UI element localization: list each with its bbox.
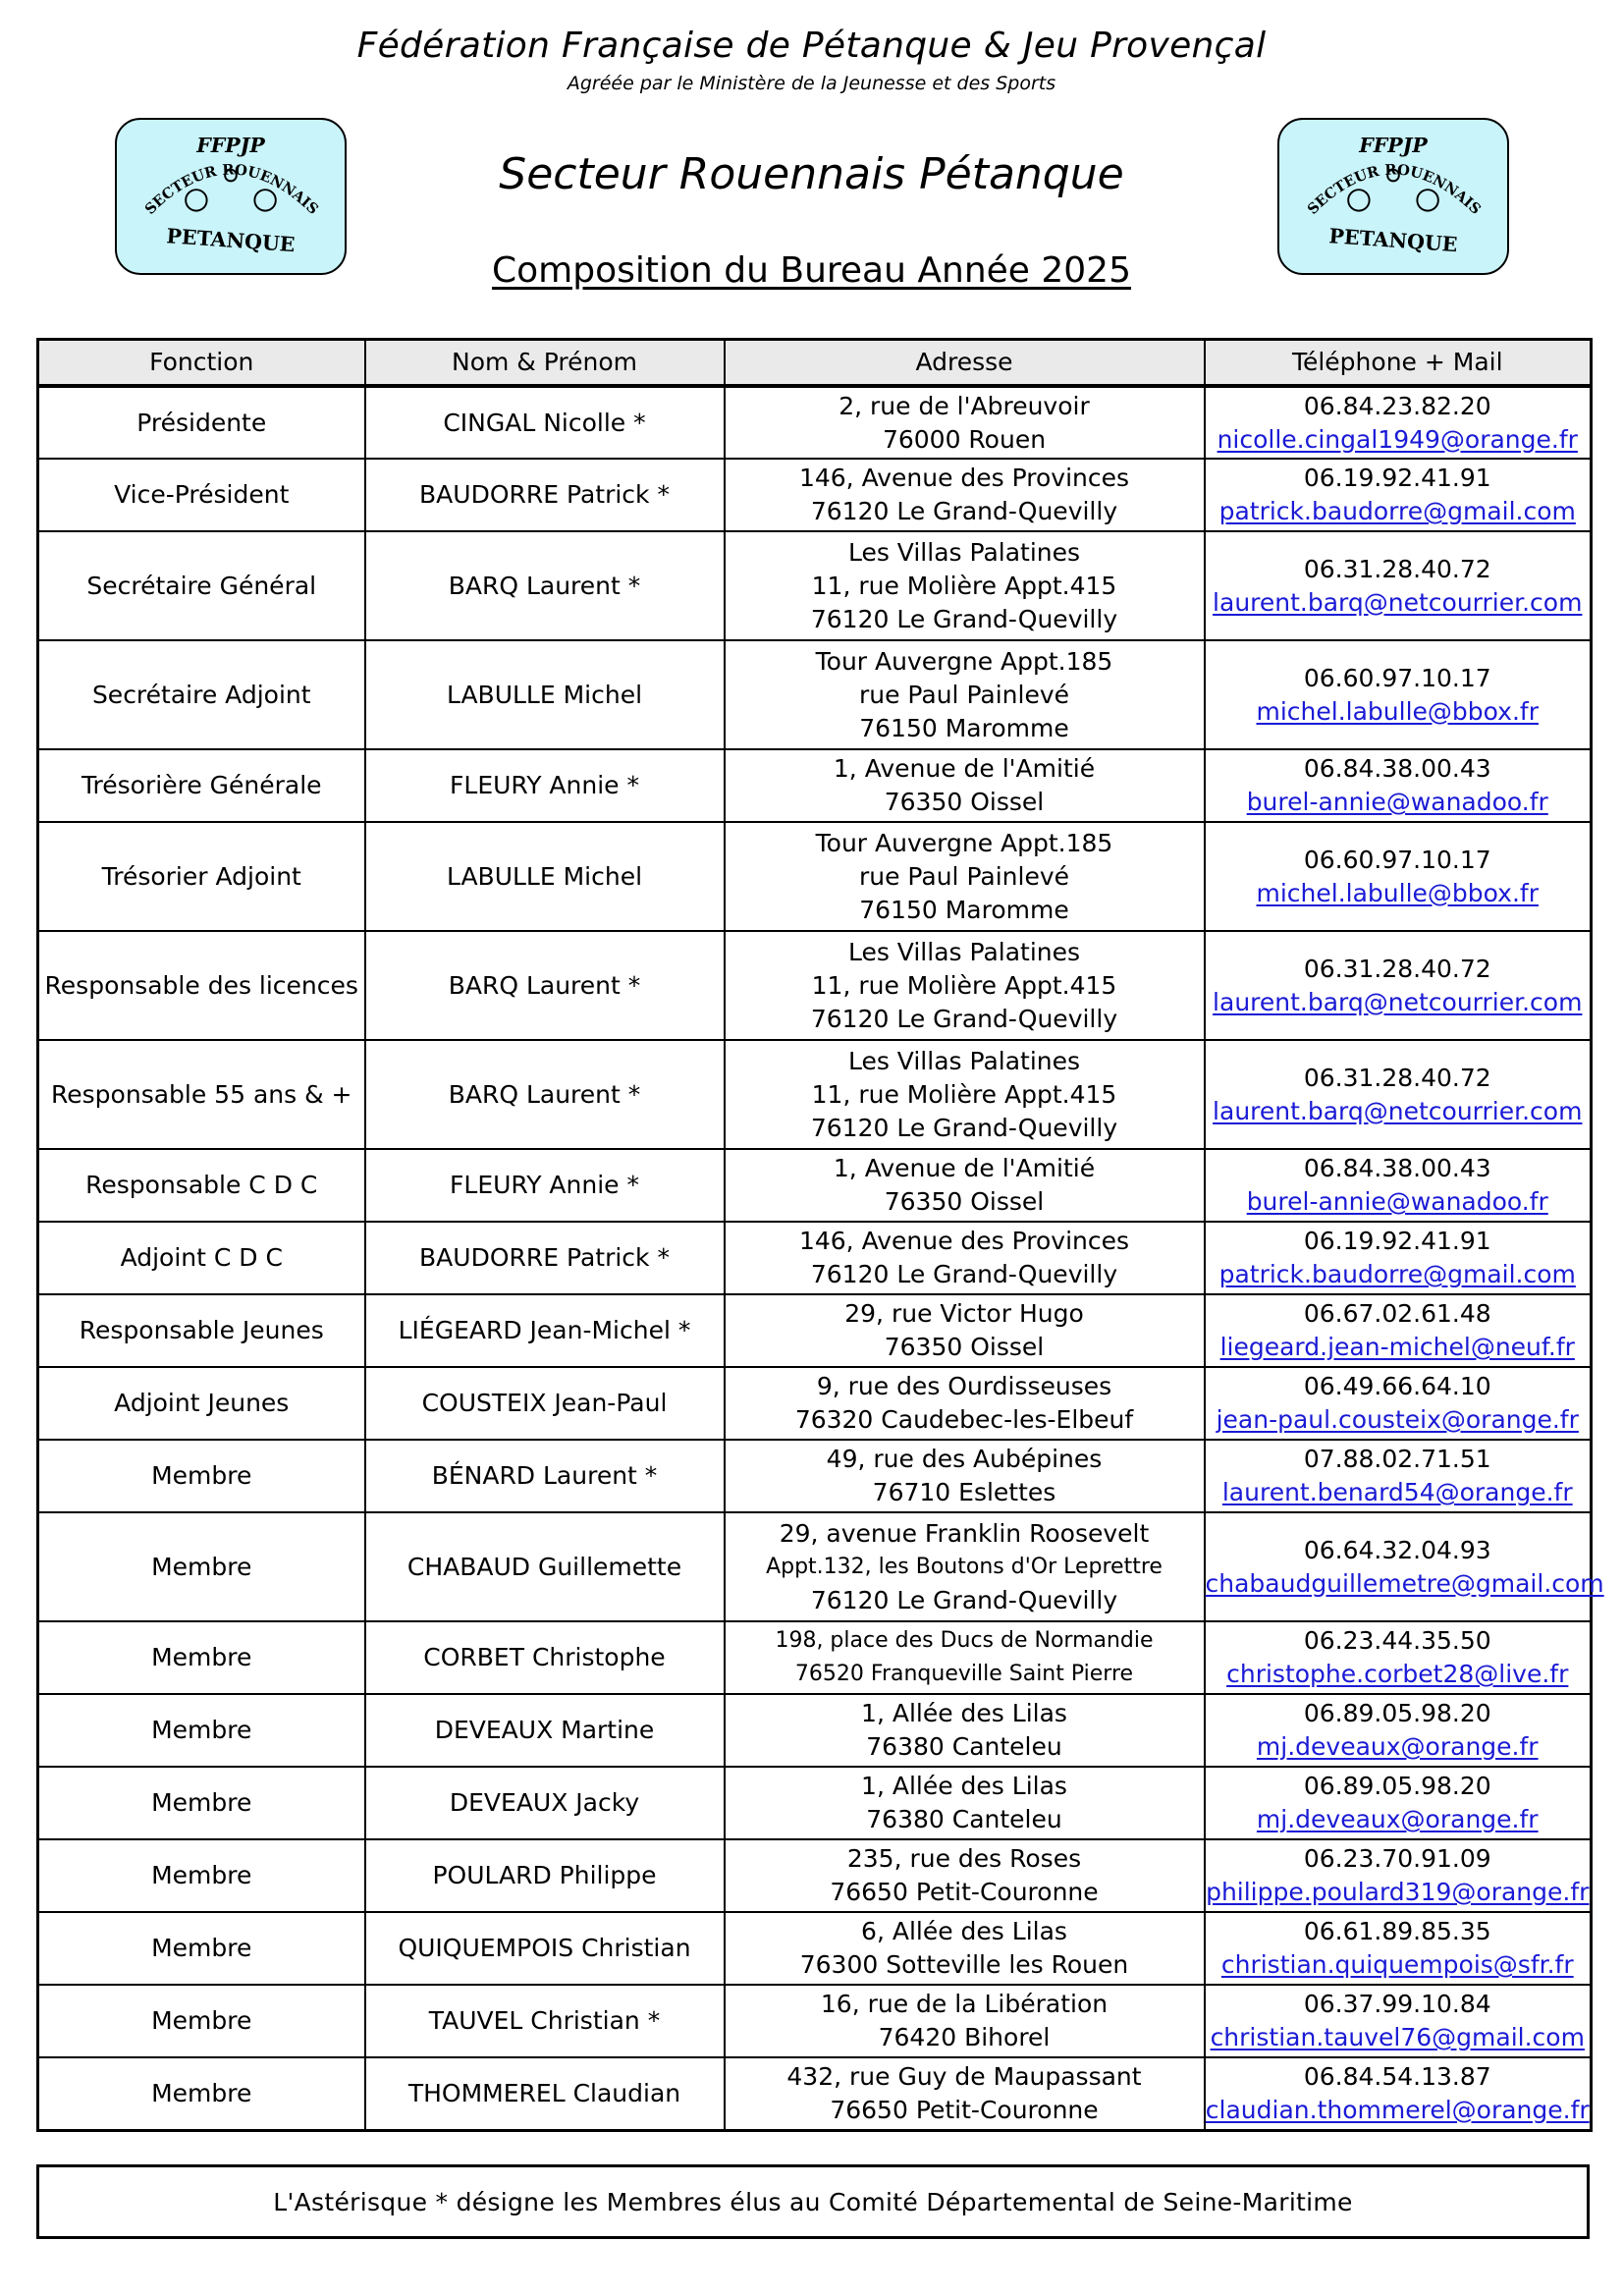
adresse-cell <box>725 1912 1205 1985</box>
adresse-cell <box>725 1985 1205 2057</box>
table-row <box>38 1839 1592 1912</box>
fonction-cell: Présidente <box>38 386 365 459</box>
contact-cell <box>1205 531 1592 640</box>
phone-number: 06.31.28.40.72 <box>1303 1063 1491 1092</box>
nom-cell: LABULLE Michel <box>365 640 725 749</box>
adresse-line: Tour Auvergne Appt.185 <box>815 646 1113 676</box>
phone-number: 06.89.05.98.20 <box>1303 1699 1491 1727</box>
adresse-line: 432, rue Guy de Maupassant <box>786 2061 1142 2091</box>
fonction-cell: Secrétaire Adjoint <box>38 640 365 749</box>
adresse-line: 76320 Caudebec-les-Elbeuf <box>794 1405 1134 1434</box>
table-row <box>38 931 1592 1040</box>
adresse-line: 1, Allée des Lilas <box>861 1699 1067 1727</box>
adresse-cell <box>725 1040 1205 1149</box>
adresse-line: 76350 Oissel <box>884 788 1045 816</box>
fonction-cell: Membre <box>38 1985 365 2057</box>
table-row <box>38 531 1592 640</box>
nom-cell: QUIQUEMPOIS Christian <box>365 1912 725 1985</box>
table-row <box>38 1149 1592 1222</box>
phone-number: 06.37.99.10.84 <box>1303 1990 1491 2018</box>
nom-cell: BAUDORRE Patrick * <box>365 459 725 531</box>
adresse-cell <box>725 1222 1205 1294</box>
adresse-line: 2, rue de l'Abreuvoir <box>839 391 1090 420</box>
contact-cell <box>1205 640 1592 749</box>
adresse-cell <box>725 386 1205 459</box>
fonction-cell: Responsable Jeunes <box>38 1294 365 1367</box>
fonction-cell: Adjoint C D C <box>38 1222 365 1294</box>
table-header-row <box>38 340 1592 387</box>
phone-number: 06.23.70.91.09 <box>1303 1844 1491 1873</box>
composition-text: Composition du Bureau Année 2025 <box>492 250 1131 291</box>
phone-number: 06.49.66.64.10 <box>1303 1372 1491 1400</box>
table-row <box>38 749 1592 822</box>
email-link[interactable]: patrick.baudorre@gmail.com <box>1218 1260 1576 1288</box>
composition-heading <box>0 250 1623 291</box>
nom-cell: FLEURY Annie * <box>365 749 725 822</box>
contact-cell <box>1205 1294 1592 1367</box>
contact-cell <box>1205 1767 1592 1839</box>
adresse-cell <box>725 531 1205 640</box>
column-header-nom: Nom & Prénom <box>365 340 725 387</box>
adresse-line: 6, Allée des Lilas <box>861 1917 1067 1945</box>
contact-cell <box>1205 1222 1592 1294</box>
adresse-cell <box>725 1694 1205 1767</box>
fonction-cell: Responsable des licences <box>38 931 365 1040</box>
adresse-line: 76300 Sotteville les Rouen <box>799 1950 1129 1979</box>
fonction-cell: Membre <box>38 1839 365 1912</box>
adresse-line: 11, rue Molière Appt.415 <box>811 1079 1117 1109</box>
table-row <box>38 1912 1592 1985</box>
phone-number: 06.19.92.41.91 <box>1303 464 1491 492</box>
contact-cell <box>1205 749 1592 822</box>
table-row <box>38 1367 1592 1440</box>
contact-cell <box>1205 459 1592 531</box>
phone-number: 06.23.44.35.50 <box>1303 1626 1491 1655</box>
nom-cell: CORBET Christophe <box>365 1621 725 1694</box>
email-link[interactable]: burel-annie@wanadoo.fr <box>1246 788 1548 816</box>
phone-number: 06.84.54.13.87 <box>1303 2061 1491 2091</box>
adresse-line: rue Paul Painlevé <box>858 680 1070 709</box>
adresse-line: 1, Avenue de l'Amitié <box>833 754 1096 783</box>
nom-cell: LABULLE Michel <box>365 822 725 931</box>
adresse-line: Appt.132, les Boutons d'Or Leprettre <box>766 1554 1163 1579</box>
phone-number: 06.31.28.40.72 <box>1303 554 1491 583</box>
fonction-cell: Membre <box>38 1621 365 1694</box>
adresse-line: 76150 Maromme <box>859 713 1069 742</box>
column-header-contact: Téléphone + Mail <box>1205 340 1592 387</box>
phone-number: 06.31.28.40.72 <box>1303 954 1491 983</box>
phone-number: 06.89.05.98.20 <box>1303 1772 1491 1800</box>
adresse-line: Les Villas Palatines <box>847 1046 1081 1075</box>
nom-cell: BÉNARD Laurent * <box>365 1440 725 1512</box>
adresse-line: 146, Avenue des Provinces <box>798 1227 1130 1255</box>
nom-cell: LIÉGEARD Jean-Michel * <box>365 1294 725 1367</box>
email-link[interactable]: burel-annie@wanadoo.fr <box>1246 1187 1548 1216</box>
phone-number: 06.61.89.85.35 <box>1303 1917 1491 1945</box>
email-link[interactable]: christian.quiquempois@sfr.fr <box>1220 1950 1574 1979</box>
adresse-cell <box>725 1294 1205 1367</box>
logo-arc-text: SECTEUR ROUENNAIS <box>141 161 322 218</box>
email-link[interactable]: laurent.barq@netcourrier.com <box>1213 987 1583 1016</box>
fonction-cell: Membre <box>38 1512 365 1621</box>
adresse-cell <box>725 1767 1205 1839</box>
contact-cell <box>1205 1149 1592 1222</box>
adresse-line: 76380 Canteleu <box>866 1805 1062 1833</box>
adresse-line: 76120 Le Grand-Quevilly <box>810 1585 1118 1614</box>
table-row <box>38 2057 1592 2130</box>
adresse-line: 146, Avenue des Provinces <box>798 464 1130 492</box>
bureau-table-container <box>36 338 1604 2132</box>
adresse-line: 76380 Canteleu <box>866 1732 1062 1761</box>
email-link[interactable]: laurent.benard54@orange.fr <box>1221 1478 1573 1506</box>
email-link[interactable]: michel.labulle@bbox.fr <box>1256 696 1539 726</box>
adresse-cell <box>725 640 1205 749</box>
contact-cell <box>1205 1512 1604 1621</box>
adresse-line: 76120 Le Grand-Quevilly <box>810 1113 1118 1142</box>
phone-number: 06.60.97.10.17 <box>1303 845 1491 874</box>
fonction-cell: Adjoint Jeunes <box>38 1367 365 1440</box>
contact-cell <box>1205 1985 1592 2057</box>
federation-title: Fédération Française de Pétanque & Jeu Provençal <box>356 26 1267 66</box>
contact-cell <box>1205 1694 1592 1767</box>
adresse-line: 76650 Petit-Couronne <box>830 2095 1099 2124</box>
contact-cell <box>1205 822 1592 931</box>
contact-cell <box>1205 2057 1592 2130</box>
adresse-cell <box>725 1367 1205 1440</box>
adresse-cell <box>725 2057 1205 2130</box>
email-link[interactable]: chabaudguillemetre@gmail.com <box>1205 1568 1604 1598</box>
column-header-adresse: Adresse <box>725 340 1205 387</box>
nom-cell: BARQ Laurent * <box>365 1040 725 1149</box>
table-row <box>38 459 1592 531</box>
fonction-cell: Membre <box>38 2057 365 2130</box>
fonction-cell: Vice-Président <box>38 459 365 531</box>
contact-cell <box>1205 1912 1592 1985</box>
table-row <box>38 1040 1592 1149</box>
adresse-line: 11, rue Molière Appt.415 <box>811 970 1117 1000</box>
nom-cell: BAUDORRE Patrick * <box>365 1222 725 1294</box>
phone-number: 06.60.97.10.17 <box>1303 663 1491 692</box>
email-link[interactable]: claudian.thommerel@orange.fr <box>1205 2095 1590 2124</box>
logo-arc-text: SECTEUR ROUENNAIS <box>1304 161 1485 218</box>
adresse-line: 235, rue des Roses <box>846 1844 1082 1873</box>
adresse-cell <box>725 931 1205 1040</box>
fonction-cell: Membre <box>38 1440 365 1512</box>
email-link[interactable]: patrick.baudorre@gmail.com <box>1218 497 1576 525</box>
table-row <box>38 386 1592 459</box>
fonction-cell: Responsable 55 ans & + <box>38 1040 365 1149</box>
table-row <box>38 1621 1592 1694</box>
table-row <box>38 1985 1592 2057</box>
table-row <box>38 1294 1592 1367</box>
logo-top-text: FFPJP <box>1359 134 1428 158</box>
fonction-cell: Membre <box>38 1767 365 1839</box>
adresse-line: 29, avenue Franklin Roosevelt <box>779 1518 1150 1548</box>
agreement-subtitle: Agréée par le Ministère de la Jeunesse et des Sports <box>567 73 1056 94</box>
contact-cell <box>1205 386 1592 459</box>
adresse-line: Les Villas Palatines <box>847 937 1081 966</box>
adresse-cell <box>725 1440 1205 1512</box>
adresse-line: 76420 Bihorel <box>878 2023 1051 2051</box>
email-link[interactable]: philippe.poulard319@orange.fr <box>1206 1878 1590 1906</box>
adresse-line: 49, rue des Aubépines <box>826 1445 1103 1473</box>
fonction-cell: Membre <box>38 1694 365 1767</box>
contact-cell <box>1205 1839 1592 1912</box>
adresse-cell <box>725 822 1205 931</box>
contact-cell <box>1205 1367 1592 1440</box>
adresse-line: 16, rue de la Libération <box>820 1990 1109 2018</box>
asterisk-note: L'Astérisque * désigne les Membres élus au Comité Départemental de Seine-Maritime <box>36 2164 1590 2239</box>
contact-cell <box>1205 1621 1592 1694</box>
email-link[interactable]: laurent.barq@netcourrier.com <box>1213 587 1583 617</box>
email-link[interactable]: christophe.corbet28@live.fr <box>1226 1660 1569 1688</box>
adresse-cell <box>725 459 1205 531</box>
adresse-cell <box>725 1621 1205 1694</box>
fonction-cell: Trésorière Générale <box>38 749 365 822</box>
adresse-line: 76350 Oissel <box>884 1187 1045 1216</box>
fonction-cell: Membre <box>38 1912 365 1985</box>
adresse-line: 76120 Le Grand-Quevilly <box>810 1260 1118 1288</box>
email-link[interactable]: michel.labulle@bbox.fr <box>1256 878 1539 907</box>
column-header-fonction: Fonction <box>38 340 365 387</box>
logo-bottom-text: PETANQUE <box>1327 224 1459 257</box>
nom-cell: COUSTEIX Jean-Paul <box>365 1367 725 1440</box>
phone-number: 06.64.32.04.93 <box>1303 1535 1491 1564</box>
nom-cell: BARQ Laurent * <box>365 931 725 1040</box>
contact-cell <box>1205 931 1592 1040</box>
contact-cell <box>1205 1440 1592 1512</box>
adresse-line: 76350 Oissel <box>884 1333 1045 1361</box>
table-body <box>38 386 1604 2130</box>
table-row <box>38 1767 1592 1839</box>
nom-cell: DEVEAUX Martine <box>365 1694 725 1767</box>
nom-cell: CHABAUD Guillemette <box>365 1512 725 1621</box>
adresse-cell <box>725 749 1205 822</box>
phone-number: 06.19.92.41.91 <box>1303 1227 1491 1255</box>
nom-cell: CINGAL Nicolle * <box>365 386 725 459</box>
adresse-line: 76120 Le Grand-Quevilly <box>810 497 1118 525</box>
adresse-line: 198, place des Ducs de Normandie <box>775 1628 1154 1653</box>
contact-cell <box>1205 1040 1592 1149</box>
adresse-line: 76650 Petit-Couronne <box>830 1878 1099 1906</box>
fonction-cell: Responsable C D C <box>38 1149 365 1222</box>
logo-bottom-text: PETANQUE <box>165 224 297 257</box>
fonction-cell: Trésorier Adjoint <box>38 822 365 931</box>
email-link[interactable]: mj.deveaux@orange.fr <box>1256 1732 1539 1761</box>
email-link[interactable]: nicolle.cingal1949@orange.fr <box>1217 424 1578 454</box>
phone-number: 06.84.38.00.43 <box>1303 1154 1491 1182</box>
phone-number: 06.67.02.61.48 <box>1303 1299 1491 1328</box>
table-row <box>38 1222 1592 1294</box>
adresse-cell <box>725 1512 1205 1621</box>
table-row <box>38 1512 1592 1621</box>
email-link[interactable]: laurent.barq@netcourrier.com <box>1213 1096 1583 1125</box>
nom-cell: TAUVEL Christian * <box>365 1985 725 2057</box>
adresse-line: 76710 Eslettes <box>872 1478 1056 1506</box>
adresse-line: 1, Allée des Lilas <box>861 1772 1067 1800</box>
phone-number: 06.84.38.00.43 <box>1303 754 1491 783</box>
secteur-title: Secteur Rouennais Pétanque <box>499 149 1124 199</box>
nom-cell: POULARD Philippe <box>365 1839 725 1912</box>
adresse-cell <box>725 1839 1205 1912</box>
email-link[interactable]: jean-paul.cousteix@orange.fr <box>1216 1405 1579 1434</box>
nom-cell: FLEURY Annie * <box>365 1149 725 1222</box>
table-row <box>38 822 1592 931</box>
phone-number: 06.84.23.82.20 <box>1303 391 1491 420</box>
adresse-cell <box>725 1149 1205 1222</box>
bureau-table <box>36 338 1604 2132</box>
adresse-line: Tour Auvergne Appt.185 <box>815 828 1113 857</box>
adresse-line: 11, rue Molière Appt.415 <box>811 571 1117 600</box>
adresse-line: 76120 Le Grand-Quevilly <box>810 1004 1118 1033</box>
adresse-line: 76120 Le Grand-Quevilly <box>810 604 1118 633</box>
table-row <box>38 1440 1592 1512</box>
adresse-line: 76150 Maromme <box>859 895 1069 924</box>
logo-top-text: FFPJP <box>196 134 265 158</box>
table-row <box>38 640 1592 749</box>
nom-cell: BARQ Laurent * <box>365 531 725 640</box>
fonction-cell: Secrétaire Général <box>38 531 365 640</box>
adresse-line: 76520 Franqueville Saint Pierre <box>794 1662 1134 1686</box>
adresse-line: 76000 Rouen <box>882 424 1047 454</box>
table-row <box>38 1694 1592 1767</box>
email-link[interactable]: christian.tauvel76@gmail.com <box>1210 2023 1585 2051</box>
adresse-line: Les Villas Palatines <box>847 537 1081 567</box>
adresse-line: 1, Avenue de l'Amitié <box>833 1154 1096 1182</box>
nom-cell: DEVEAUX Jacky <box>365 1767 725 1839</box>
email-link[interactable]: liegeard.jean-michel@neuf.fr <box>1219 1333 1575 1361</box>
adresse-line: rue Paul Painlevé <box>858 861 1070 891</box>
phone-number: 07.88.02.71.51 <box>1303 1445 1491 1473</box>
nom-cell: THOMMEREL Claudian <box>365 2057 725 2130</box>
email-link[interactable]: mj.deveaux@orange.fr <box>1256 1805 1539 1833</box>
adresse-line: 9, rue des Ourdisseuses <box>816 1372 1112 1400</box>
adresse-line: 29, rue Victor Hugo <box>844 1299 1084 1328</box>
